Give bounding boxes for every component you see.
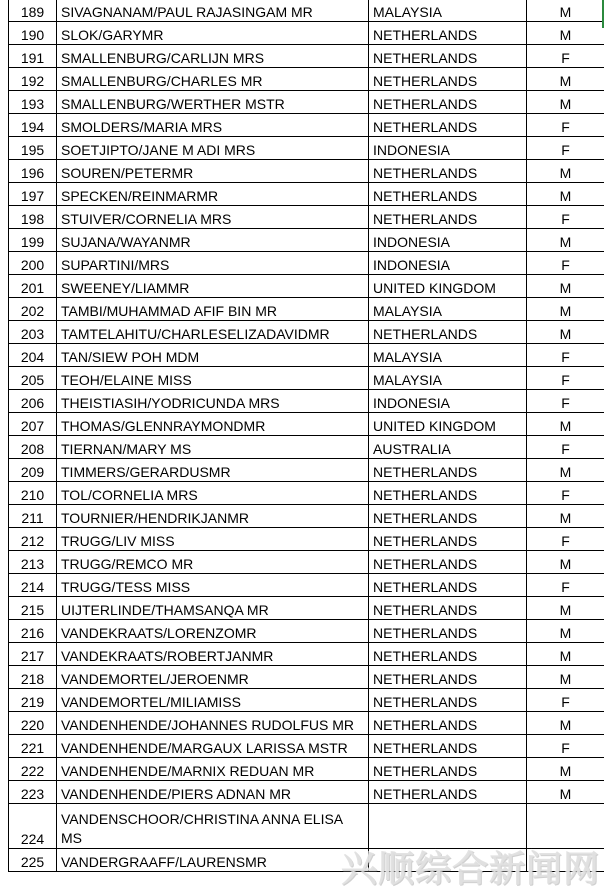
passenger-name: VANDENHENDE/JOHANNES RUDOLFUS MR [57,712,369,735]
passenger-country: NETHERLANDS [369,643,527,666]
passenger-name: TEOH/ELAINE MISS [57,367,369,390]
row-number: 190 [9,22,57,45]
passenger-gender: F [527,689,604,712]
passenger-name: UIJTERLINDE/THAMSANQA MR [57,597,369,620]
passenger-name: TIERNAN/MARY MS [57,436,369,459]
passenger-name: VANDEMORTEL/JEROENMR [57,666,369,689]
table-row [9,206,604,229]
passenger-table-body [9,0,604,872]
row-number: 211 [9,505,57,528]
passenger-name: TAN/SIEW POH MDM [57,344,369,367]
passenger-gender: F [527,528,604,551]
passenger-gender: F [527,735,604,758]
row-number: 205 [9,367,57,390]
passenger-gender: M [527,160,604,183]
passenger-gender: F [527,114,604,137]
table-row [9,528,604,551]
passenger-name: SLOK/GARYMR [57,22,369,45]
passenger-name: SWEENEY/LIAMMR [57,275,369,298]
passenger-gender: M [527,22,604,45]
table-row [9,712,604,735]
passenger-name: TRUGG/TESS MISS [57,574,369,597]
row-number: 224 [9,804,57,849]
passenger-country: MALAYSIA [369,344,527,367]
passenger-gender: M [527,712,604,735]
passenger-gender: F [527,574,604,597]
passenger-gender: F [527,344,604,367]
passenger-gender: M [527,758,604,781]
row-number: 195 [9,137,57,160]
passenger-name: TOL/CORNELIA MRS [57,482,369,505]
passenger-country: NETHERLANDS [369,183,527,206]
passenger-country: NETHERLANDS [369,206,527,229]
table-row [9,666,604,689]
row-number: 219 [9,689,57,712]
passenger-gender: F [527,45,604,68]
row-number: 200 [9,252,57,275]
row-number: 197 [9,183,57,206]
passenger-country: MALAYSIA [369,367,527,390]
passenger-name: VANDEMORTEL/MILIAMISS [57,689,369,712]
table-row [9,804,604,849]
row-number: 191 [9,45,57,68]
passenger-gender: M [527,505,604,528]
row-number: 193 [9,91,57,114]
passenger-country: NETHERLANDS [369,781,527,804]
passenger-country: NETHERLANDS [369,712,527,735]
table-row [9,505,604,528]
passenger-gender: M [527,275,604,298]
row-number: 192 [9,68,57,91]
row-number: 218 [9,666,57,689]
manifest-sheet [8,0,604,872]
row-number: 215 [9,597,57,620]
passenger-gender [527,804,604,849]
passenger-gender: M [527,643,604,666]
passenger-name: SMALLENBURG/CARLIJN MRS [57,45,369,68]
table-row [9,367,604,390]
passenger-country: NETHERLANDS [369,735,527,758]
passenger-country: NETHERLANDS [369,22,527,45]
row-number: 213 [9,551,57,574]
passenger-gender: M [527,321,604,344]
row-number: 189 [9,0,57,22]
passenger-country: INDONESIA [369,229,527,252]
passenger-gender: M [527,597,604,620]
passenger-country: NETHERLANDS [369,551,527,574]
passenger-country: NETHERLANDS [369,528,527,551]
row-number: 223 [9,781,57,804]
table-row [9,183,604,206]
passenger-name: VANDEKRAATS/LORENZOMR [57,620,369,643]
table-row [9,459,604,482]
row-number: 216 [9,620,57,643]
passenger-country [369,804,527,849]
passenger-country: INDONESIA [369,390,527,413]
passenger-name [57,804,369,849]
passenger-country: NETHERLANDS [369,45,527,68]
passenger-country: NETHERLANDS [369,482,527,505]
table-row [9,758,604,781]
passenger-name: TOURNIER/HENDRIKJANMR [57,505,369,528]
row-number: 221 [9,735,57,758]
passenger-gender: M [527,781,604,804]
table-row [9,137,604,160]
passenger-gender: M [527,183,604,206]
passenger-gender: M [527,459,604,482]
table-row [9,344,604,367]
row-number: 196 [9,160,57,183]
passenger-name: THOMAS/GLENNRAYMONDMR [57,413,369,436]
passenger-gender: F [527,252,604,275]
passenger-name: SMALLENBURG/CHARLES MR [57,68,369,91]
table-row [9,22,604,45]
passenger-name: SIVAGNANAM/PAUL RAJASINGAM MR [57,0,369,22]
passenger-name: STUIVER/CORNELIA MRS [57,206,369,229]
table-row [9,735,604,758]
table-row [9,68,604,91]
table-row [9,689,604,712]
passenger-name: THEISTIASIH/YODRICUNDA MRS [57,390,369,413]
row-number: 209 [9,459,57,482]
table-row [9,574,604,597]
row-number: 203 [9,321,57,344]
table-row [9,436,604,459]
passenger-name-line2: MS [61,830,82,846]
passenger-country: NETHERLANDS [369,666,527,689]
passenger-gender: F [527,367,604,390]
table-row [9,252,604,275]
passenger-country: MALAYSIA [369,298,527,321]
row-number: 199 [9,229,57,252]
table-row [9,91,604,114]
passenger-name: SOETJIPTO/JANE M ADI MRS [57,137,369,160]
table-row [9,390,604,413]
passenger-country: NETHERLANDS [369,689,527,712]
passenger-name: VANDENHENDE/MARNIX REDUAN MR [57,758,369,781]
table-row [9,413,604,436]
passenger-gender: M [527,298,604,321]
passenger-gender: M [527,666,604,689]
passenger-name: TAMTELAHITU/CHARLESELIZADAVIDMR [57,321,369,344]
table-row [9,160,604,183]
table-row [9,298,604,321]
passenger-country: NETHERLANDS [369,91,527,114]
passenger-country: MALAYSIA [369,0,527,22]
row-number: 207 [9,413,57,436]
row-number: 210 [9,482,57,505]
passenger-country: NETHERLANDS [369,114,527,137]
table-row [9,620,604,643]
row-number: 208 [9,436,57,459]
table-row [9,643,604,666]
table-row [9,275,604,298]
passenger-gender [527,849,604,872]
passenger-name: SPECKEN/REINMARMR [57,183,369,206]
passenger-name: VANDERGRAAFF/LAURENSMR [57,849,369,872]
row-number: 201 [9,275,57,298]
row-number: 220 [9,712,57,735]
table-row [9,597,604,620]
passenger-country: NETHERLANDS [369,160,527,183]
passenger-country: NETHERLANDS [369,321,527,344]
row-number: 225 [9,849,57,872]
passenger-name: TIMMERS/GERARDUSMR [57,459,369,482]
passenger-gender: F [527,390,604,413]
row-number: 204 [9,344,57,367]
row-number: 202 [9,298,57,321]
watermark-logo: 兴顺综合新闻网 [340,849,600,890]
passenger-country: INDONESIA [369,252,527,275]
row-number: 206 [9,390,57,413]
passenger-name: SOUREN/PETERMR [57,160,369,183]
passenger-name: SUPARTINI/MRS [57,252,369,275]
passenger-country: NETHERLANDS [369,758,527,781]
passenger-country: UNITED KINGDOM [369,275,527,298]
passenger-country: NETHERLANDS [369,68,527,91]
passenger-gender: M [527,0,604,22]
table-row [9,45,604,68]
passenger-country: AUSTRALIA [369,436,527,459]
row-number: 214 [9,574,57,597]
passenger-country: INDONESIA [369,137,527,160]
passenger-gender: M [527,229,604,252]
table-row [9,551,604,574]
passenger-country [369,849,527,872]
passenger-country: NETHERLANDS [369,505,527,528]
passenger-gender: F [527,482,604,505]
passenger-country: NETHERLANDS [369,620,527,643]
row-number: 194 [9,114,57,137]
passenger-country: NETHERLANDS [369,597,527,620]
passenger-country: NETHERLANDS [369,459,527,482]
passenger-country: UNITED KINGDOM [369,413,527,436]
table-row [9,229,604,252]
passenger-name: VANDEKRAATS/ROBERTJANMR [57,643,369,666]
passenger-gender: M [527,551,604,574]
table-row [9,849,604,872]
row-number: 212 [9,528,57,551]
passenger-name: TRUGG/LIV MISS [57,528,369,551]
passenger-gender: M [527,91,604,114]
passenger-name: SMOLDERS/MARIA MRS [57,114,369,137]
passenger-gender: M [527,413,604,436]
passenger-table [8,0,604,872]
passenger-name: VANDENHENDE/PIERS ADNAN MR [57,781,369,804]
passenger-gender: M [527,620,604,643]
passenger-name: TAMBI/MUHAMMAD AFIF BIN MR [57,298,369,321]
row-number: 217 [9,643,57,666]
passenger-gender: F [527,206,604,229]
passenger-name: TRUGG/REMCO MR [57,551,369,574]
passenger-name-line1: VANDENSCHOOR/CHRISTINA ANNA ELISA [61,811,344,827]
passenger-name: SUJANA/WAYANMR [57,229,369,252]
passenger-name: VANDENHENDE/MARGAUX LARISSA MSTR [57,735,369,758]
table-row [9,321,604,344]
table-row [9,114,604,137]
passenger-gender: F [527,436,604,459]
table-row [9,0,604,22]
passenger-country: NETHERLANDS [369,574,527,597]
table-row [9,482,604,505]
passenger-gender: M [527,68,604,91]
row-number: 198 [9,206,57,229]
passenger-gender: F [527,137,604,160]
table-row [9,781,604,804]
row-number: 222 [9,758,57,781]
passenger-name: SMALLENBURG/WERTHER MSTR [57,91,369,114]
